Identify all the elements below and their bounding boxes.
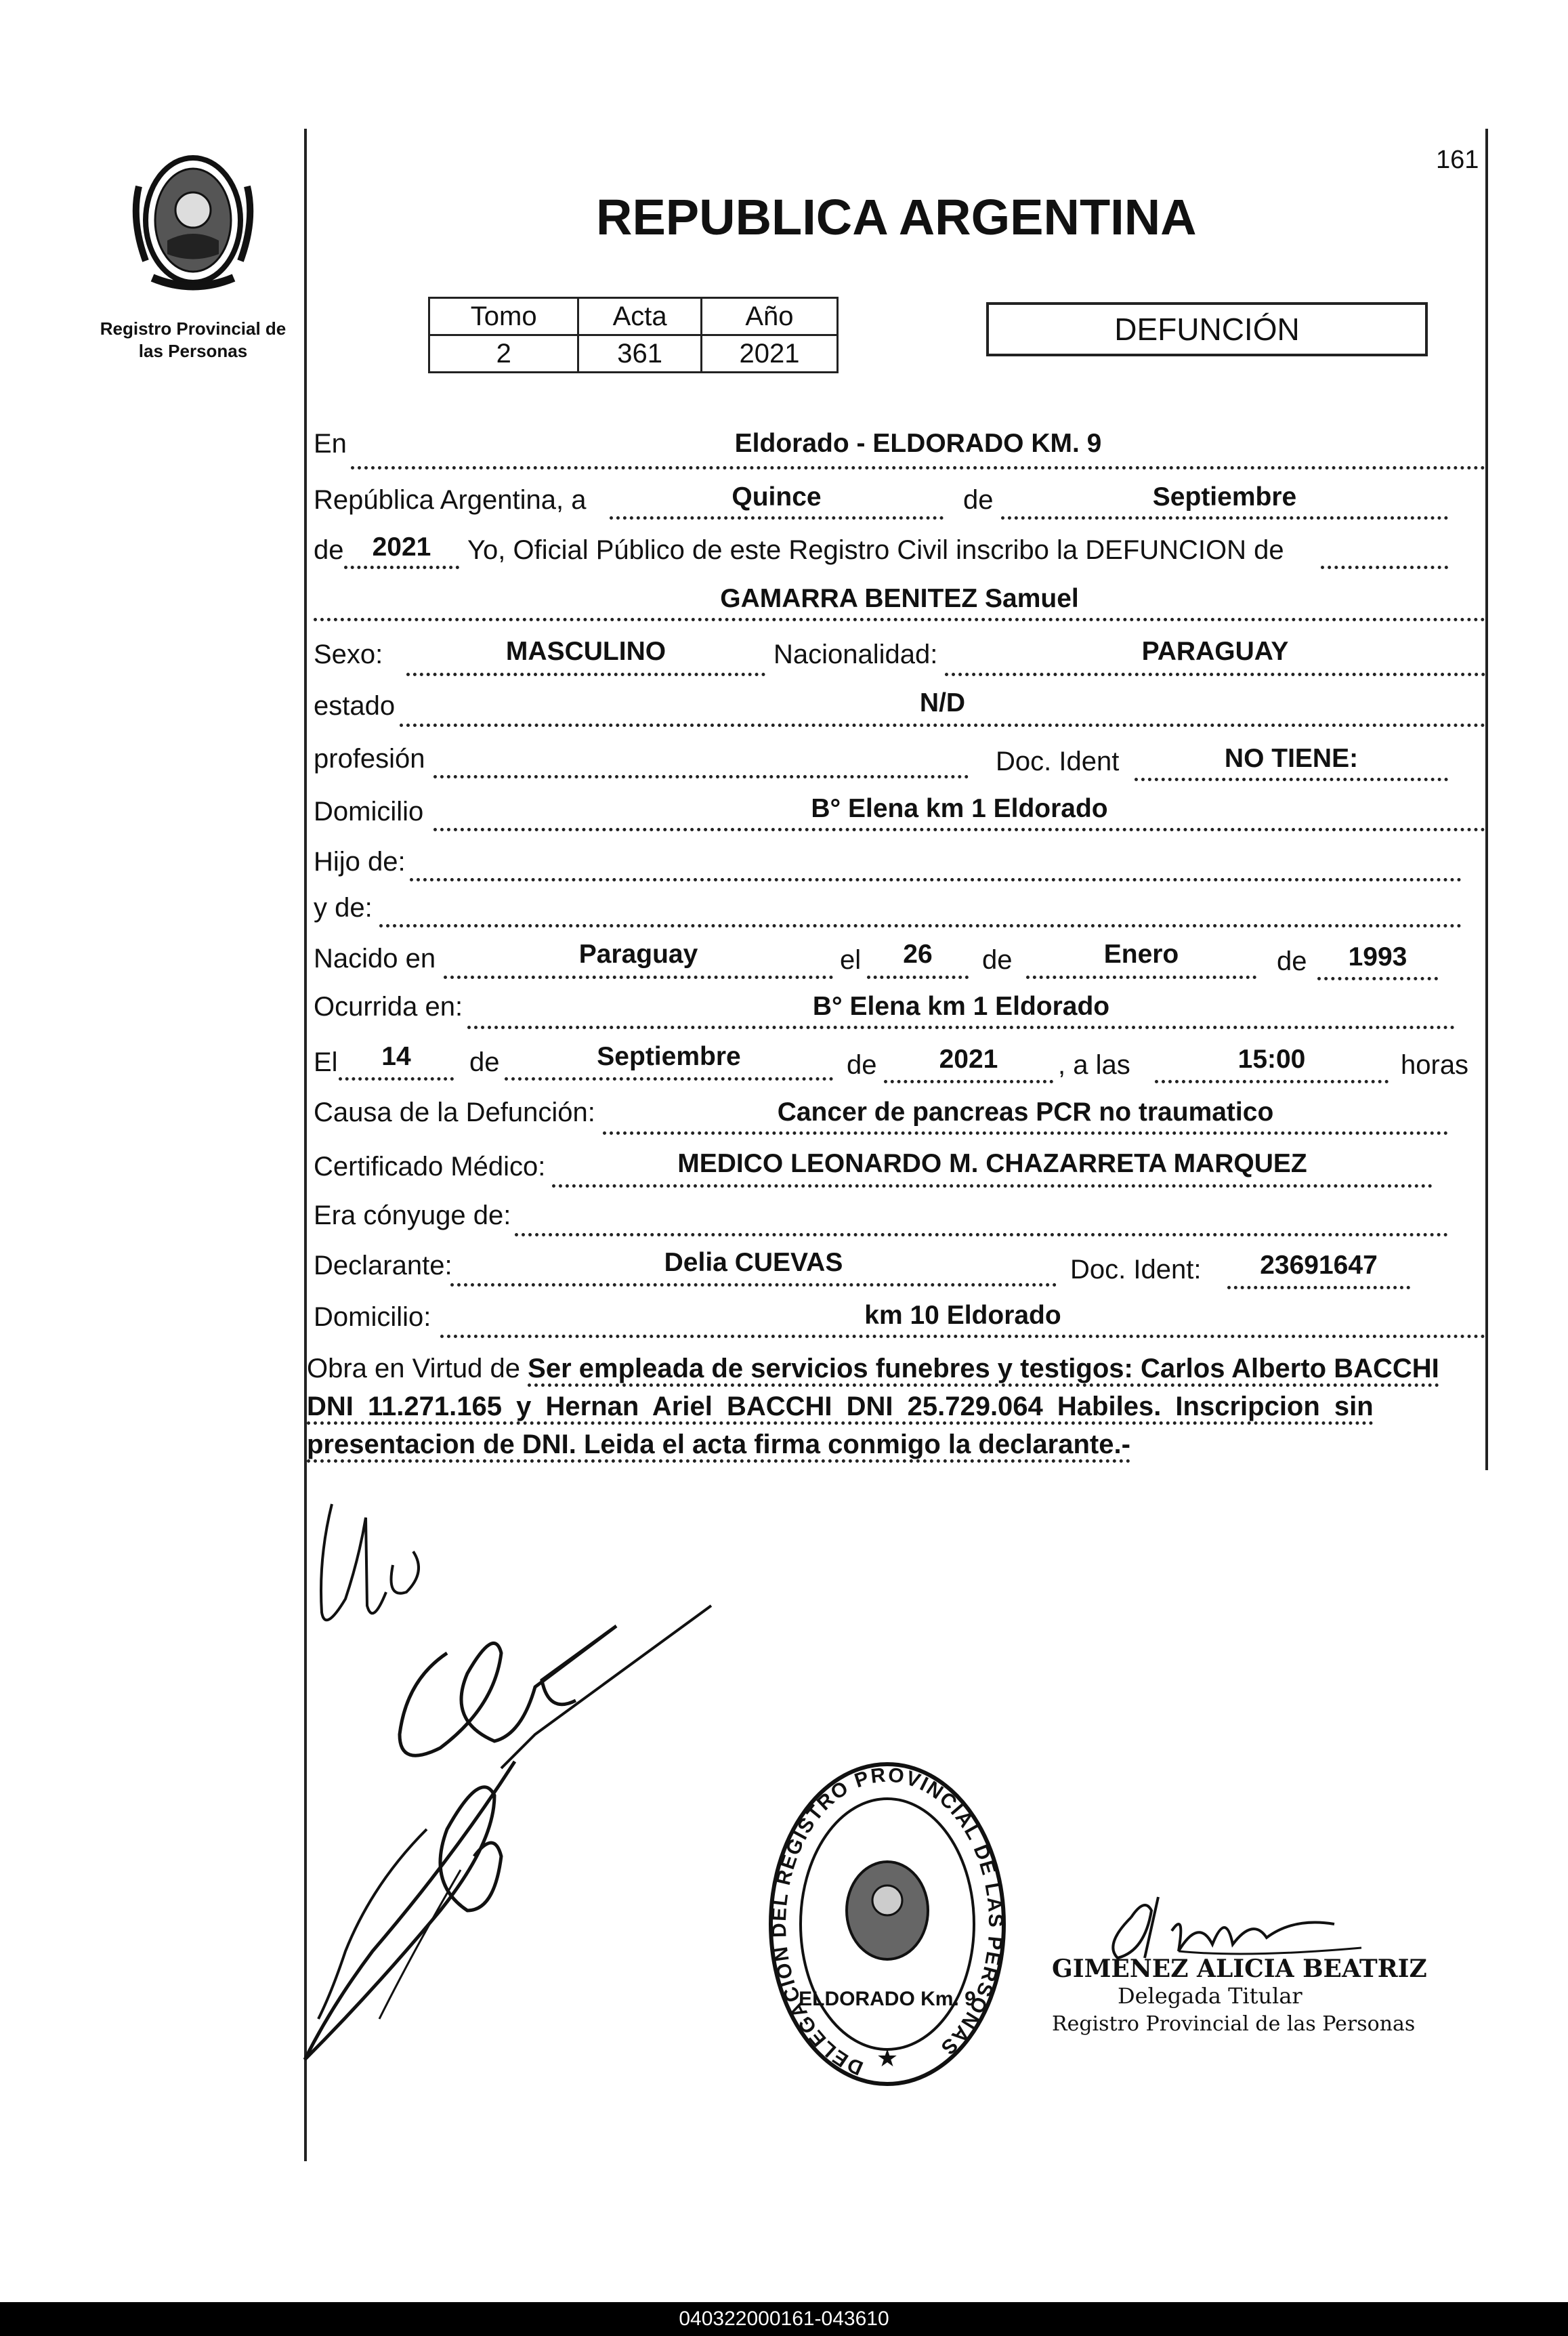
doc-ident-label: Doc. Ident (996, 747, 1120, 776)
official-stamp (759, 1748, 1016, 2100)
dotted-line (344, 566, 459, 569)
yde-label: y de: (314, 893, 373, 923)
dotted-line (444, 976, 833, 979)
year-de-label: de (314, 535, 344, 565)
declarante-label: Declarante: (314, 1251, 452, 1280)
official-name: GIMENEZ ALICIA BEATRIZ (1052, 1955, 1427, 1983)
ocurrida-label: Ocurrida en: (314, 992, 463, 1022)
hijo-label: Hijo de: (314, 847, 406, 877)
dotted-line (603, 1131, 1448, 1135)
place-value: Eldorado - ELDORADO KM. 9 (734, 429, 1102, 458)
record-table-header: Tomo (429, 298, 578, 335)
birth-month-value: Enero (1103, 940, 1179, 969)
nacionalidad-value: PARAGUAY (1141, 637, 1289, 666)
dotted-line (433, 775, 969, 778)
barcode-text: 040322000161-043610 (679, 2308, 889, 2330)
right-margin-line (1485, 129, 1488, 1470)
dotted-line (552, 1184, 1433, 1188)
dotted-line (433, 828, 1485, 831)
estado-value: N/D (919, 688, 966, 717)
dotted-line (884, 1080, 1053, 1083)
record-table-header: Acta (578, 298, 702, 335)
dotted-line (1135, 778, 1448, 781)
death-month-value: Septiembre (597, 1042, 741, 1071)
dotted-line (379, 924, 1462, 927)
nacionalidad-label: Nacionalidad: (774, 640, 938, 669)
dotted-line (467, 1026, 1455, 1029)
deceased-name-value: GAMARRA BENITEZ Samuel (720, 584, 1079, 613)
dotted-line (610, 516, 944, 520)
stamp-ring-text: DELEGACION DEL REGISTRO PROVINCIAL DE LAS PERSONAS (767, 1764, 1007, 2080)
footer-bar (0, 2302, 1568, 2336)
province-coat-of-arms-logo (125, 146, 261, 298)
de-label: de (1277, 946, 1307, 976)
en-label: En (314, 429, 347, 459)
domicilio2-label: Domicilio: (314, 1302, 431, 1332)
domicilio-value: B° Elena km 1 Eldorado (811, 794, 1108, 823)
record-table-header-row (429, 298, 838, 335)
svg-text:★: ★ (876, 2045, 899, 2072)
certificado-label: Certificado Médico: (314, 1152, 546, 1182)
dotted-line (1321, 566, 1448, 569)
obra-line-3 (307, 1425, 1130, 1463)
dotted-line (400, 724, 1485, 727)
dotted-line (339, 1077, 454, 1081)
obra-label: Obra en Virtud de (307, 1354, 521, 1383)
ocurrida-en-value: B° Elena km 1 Eldorado (812, 992, 1110, 1021)
record-table-header: Año (701, 298, 837, 335)
tomo-value: 2 (429, 335, 578, 373)
sexo-label: Sexo: (314, 640, 383, 669)
day-words-value: Quince (732, 482, 822, 512)
alas-label: , a las (1058, 1050, 1130, 1080)
birth-year-value: 1993 (1348, 942, 1407, 972)
declarante-value: Delia CUEVAS (664, 1248, 843, 1277)
death-time-value: 15:00 (1237, 1045, 1306, 1074)
statement-text: Yo, Oficial Público de este Registro Civil inscribo la DEFUNCION de (467, 535, 1284, 565)
de-label: de (963, 485, 994, 515)
sexo-value: MASCULINO (505, 637, 666, 666)
page-number: 161 (1436, 146, 1479, 174)
de-label: de (982, 945, 1013, 975)
record-table-value-row (429, 335, 838, 373)
dotted-line (515, 1233, 1448, 1236)
domicilio2-value: km 10 Eldorado (864, 1301, 1061, 1330)
el2-label: El (314, 1047, 338, 1077)
doc-ident2-label: Doc. Ident: (1070, 1255, 1202, 1285)
el-label: el (840, 945, 862, 975)
dotted-line (867, 976, 969, 979)
death-year-value: 2021 (939, 1045, 998, 1074)
page-title: REPUBLICA ARGENTINA (596, 189, 1197, 245)
obra-text-3: presentacion de DNI. Leida el acta firma conmigo la declarante.- (307, 1430, 1130, 1463)
official-office: Registro Provincial de las Personas (1052, 2012, 1416, 2036)
republica-label: República Argentina, a (314, 485, 587, 515)
dotted-line (406, 673, 765, 676)
horas-label: horas (1401, 1050, 1469, 1080)
profesion-label: profesión (314, 744, 425, 774)
record-table (428, 297, 839, 373)
obra-text-1: Ser empleada de servicios funebres y testigos: Carlos Alberto BACCHI (528, 1354, 1439, 1387)
stamp-location: ELDORADO Km. 9 (799, 1988, 976, 2010)
year-value: 2021 (372, 533, 431, 562)
dotted-line (440, 1335, 1485, 1338)
dotted-line (410, 878, 1462, 881)
dotted-line (1155, 1080, 1389, 1083)
estado-label: estado (314, 691, 396, 721)
registry-name-line2: las Personas (138, 341, 248, 361)
dotted-line (1227, 1286, 1410, 1289)
dotted-line (505, 1077, 833, 1081)
doc-ident-value: NO TIENE: (1224, 744, 1359, 773)
domicilio-label: Domicilio (314, 797, 424, 827)
death-day-value: 14 (381, 1042, 411, 1071)
birth-day-value: 26 (903, 940, 933, 969)
dotted-line (1026, 976, 1256, 979)
certificado-value: MEDICO LEONARDO M. CHAZARRETA MARQUEZ (677, 1149, 1307, 1178)
de-label: de (469, 1047, 500, 1077)
causa-label: Causa de la Defunción: (314, 1098, 595, 1127)
conyuge-label: Era cónyuge de: (314, 1201, 511, 1230)
doc-ident2-value: 23691647 (1260, 1251, 1378, 1280)
obra-line-2 (307, 1388, 1489, 1425)
declarant-signature (291, 1477, 833, 2073)
obra-line-1 (307, 1350, 1489, 1388)
dotted-line (450, 1283, 1057, 1287)
dotted-line (351, 466, 1485, 470)
causa-value: Cancer de pancreas PCR no traumatico (777, 1098, 1274, 1127)
dotted-line (314, 618, 1485, 621)
month-value: Septiembre (1152, 482, 1297, 512)
de-label: de (847, 1050, 877, 1080)
document-type: DEFUNCIÓN (1114, 312, 1300, 347)
dotted-line (945, 673, 1485, 676)
registry-name-line1: Registro Provincial de (100, 318, 287, 339)
official-signature (1077, 1870, 1375, 1965)
nacido-en-value: Paraguay (578, 940, 698, 969)
document-type-box (986, 302, 1428, 356)
anio-value: 2021 (701, 335, 837, 373)
dotted-line (1001, 516, 1448, 520)
dotted-line (1317, 977, 1438, 980)
official-title: Delegada Titular (1118, 1983, 1302, 2009)
obra-text-2: DNI 11.271.165 y Hernan Ariel BACCHI DNI 25.729.064 Habiles. Inscripcion sin (307, 1392, 1374, 1425)
acta-value: 361 (578, 335, 702, 373)
nacido-label: Nacido en (314, 944, 436, 974)
